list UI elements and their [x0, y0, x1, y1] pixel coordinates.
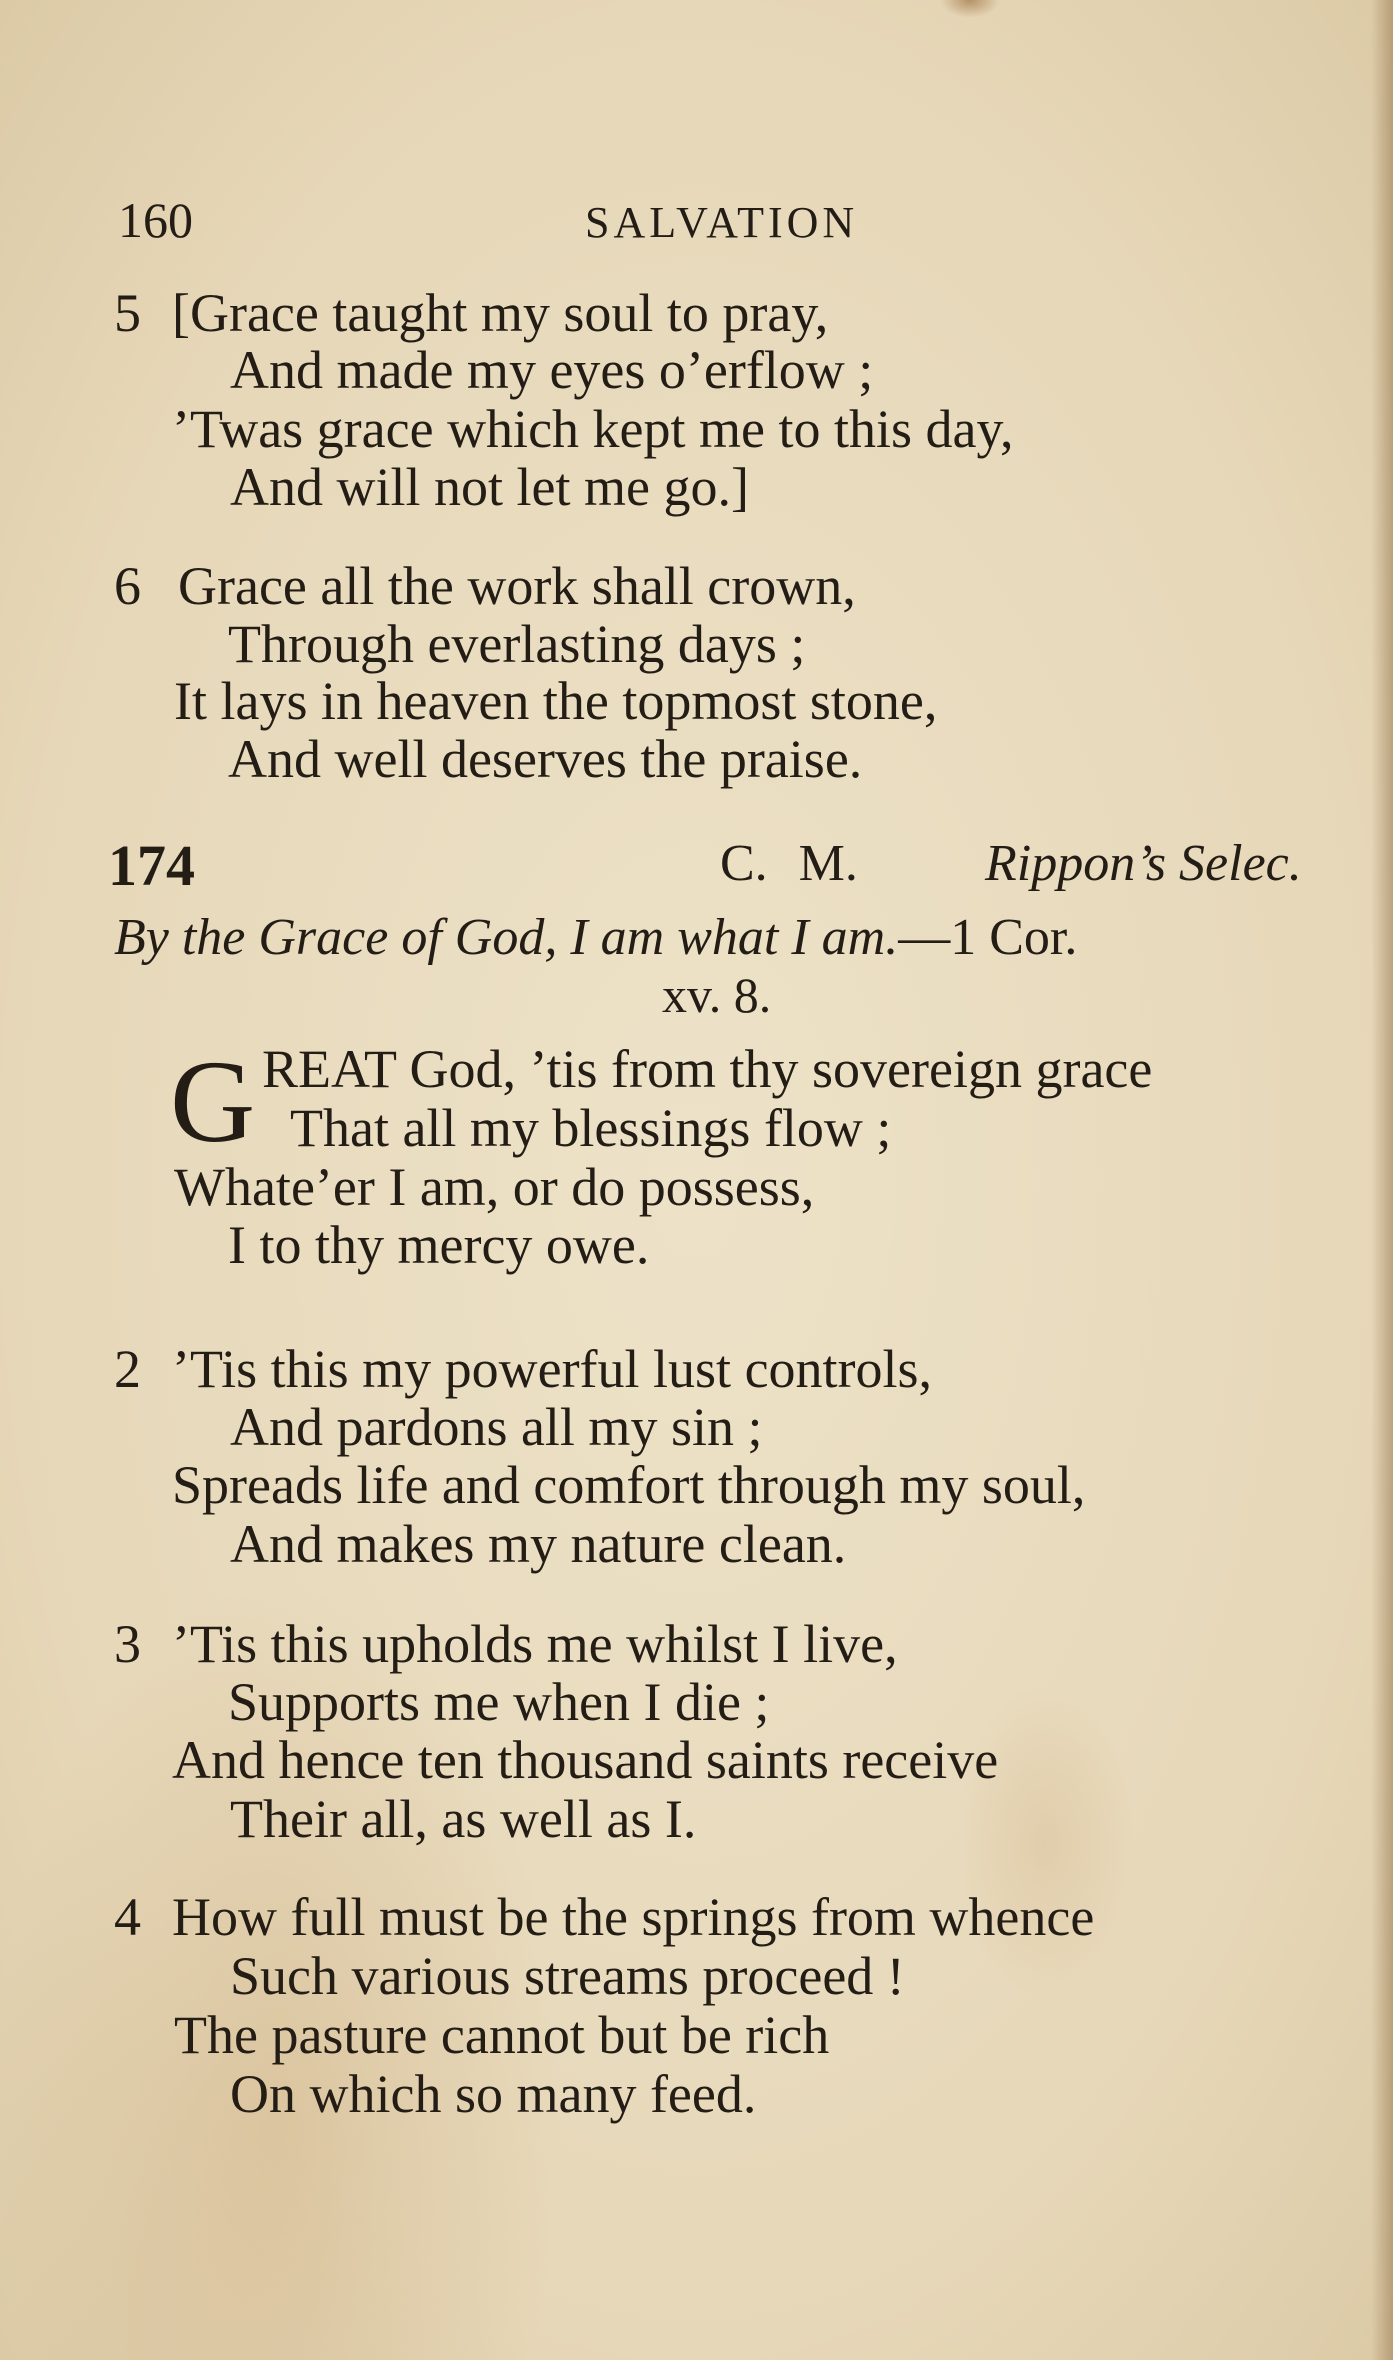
stanza-number: 2 [114, 1339, 141, 1399]
verse-line: [Grace taught my soul to pray, [172, 283, 829, 343]
verse-line: And made my eyes o’erflow ; [230, 340, 874, 400]
verse-line: I to thy mercy owe. [228, 1215, 650, 1275]
hymn-meter: C. M. [720, 835, 858, 892]
verse-line: ’Tis this upholds me whilst I live, [172, 1614, 898, 1674]
verse-line: How full must be the springs from whence [172, 1887, 1095, 1947]
verse-line: And makes my nature clean. [230, 1514, 847, 1574]
verse-line: REAT God, ’tis from thy sovereign grace [262, 1039, 1153, 1099]
verse-line: ’Tis this my powerful lust controls, [172, 1339, 933, 1399]
verse-line: The pasture cannot but be rich [174, 2005, 830, 2065]
stanza-number: 6 [114, 556, 141, 616]
hymn-number: 174 [108, 833, 195, 898]
paper-stain [940, 0, 1000, 18]
hymn-source: Rippon’s Selec. [985, 835, 1302, 892]
subtitle-reference-continued: xv. 8. [662, 967, 772, 1023]
verse-line: Whate’er I am, or do possess, [174, 1157, 815, 1217]
verse-line: Supports me when I die ; [228, 1672, 770, 1732]
running-title: SALVATION [585, 198, 859, 247]
verse-line: Through everlasting days ; [228, 614, 806, 674]
verse-line: Spreads life and comfort through my soul, [172, 1455, 1086, 1515]
verse-line: And hence ten thousand saints receive [172, 1730, 999, 1790]
page-spine-shadow [1371, 0, 1393, 2360]
stanza-number: 5 [114, 283, 141, 343]
verse-line: And well deserves the praise. [228, 729, 863, 789]
hymn-subtitle [114, 909, 1078, 966]
stanza-number: 3 [114, 1614, 141, 1674]
verse-line: It lays in heaven the topmost stone, [174, 671, 938, 731]
page-number: 160 [118, 192, 193, 248]
stanza-number: 4 [114, 1887, 141, 1947]
verse-line: Such various streams proceed ! [230, 1946, 905, 2006]
verse-line: And will not let me go.] [230, 457, 749, 517]
verse-line: Their all, as well as I. [230, 1789, 697, 1849]
drop-cap: G [170, 1036, 256, 1167]
verse-line: On which so many feed. [230, 2064, 757, 2124]
subtitle-reference: —1 Cor. [898, 909, 1078, 966]
verse-line: And pardons all my sin ; [230, 1397, 763, 1457]
subtitle-text: By the Grace of God, I am what I am. [114, 909, 899, 966]
verse-line: ’Twas grace which kept me to this day, [172, 399, 1014, 459]
verse-line: Grace all the work shall crown, [178, 556, 856, 616]
verse-line: That all my blessings flow ; [290, 1098, 892, 1158]
